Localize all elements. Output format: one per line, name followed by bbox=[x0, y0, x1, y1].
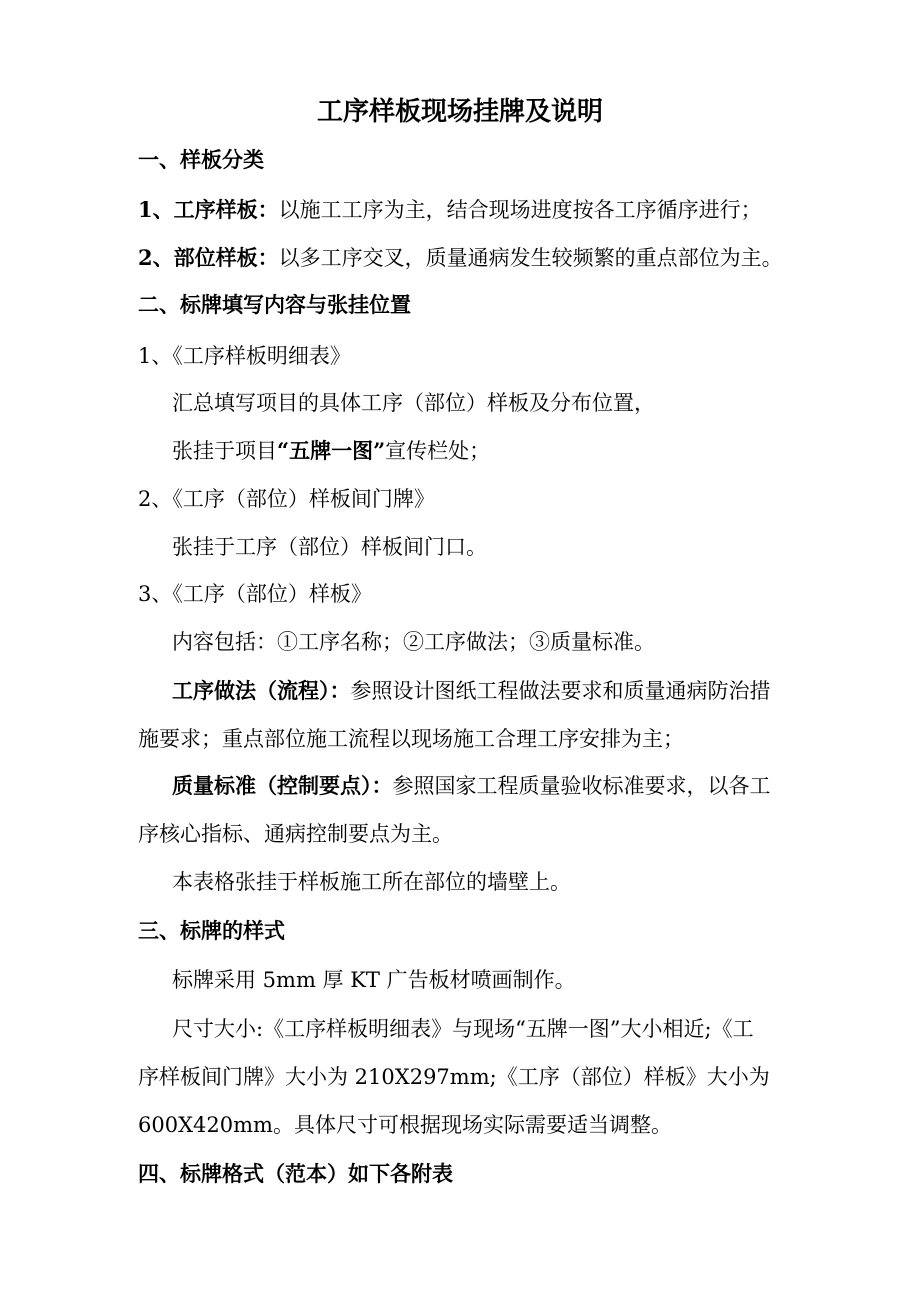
paragraph-text: 600X420mm。具体尺寸可根据现场实际需要适当调整。 bbox=[138, 1113, 672, 1137]
text-fragment: 宣传栏处； bbox=[385, 439, 491, 463]
section-heading-style: 三、标牌的样式 bbox=[138, 918, 285, 943]
quality-text: 参照国家工程质量验收标准要求，以各工 bbox=[392, 774, 771, 798]
text-fragment: 张挂于项目 bbox=[172, 439, 277, 463]
paragraph-text: 本表格张挂于样板施工所在部位的墙壁上。 bbox=[172, 870, 571, 894]
paragraph-text: 张挂于工序（部位）样板间门口。 bbox=[172, 535, 487, 559]
paragraph-title-sample-board: 3、《工序（部位）样板》 bbox=[138, 582, 372, 606]
paragraph-text: 汇总填写项目的具体工序（部位）样板及分布位置， bbox=[172, 391, 655, 415]
item-label: 2、部位样板： bbox=[138, 245, 279, 270]
list-item-part-sample bbox=[138, 244, 783, 272]
paragraph-text bbox=[172, 437, 490, 465]
paragraph-text: 内容包括：①工序名称；②工序做法；③质量标准。 bbox=[172, 630, 655, 654]
section-heading-content-position: 二、标牌填写内容与张挂位置 bbox=[138, 292, 411, 317]
list-item-process-sample bbox=[138, 196, 762, 224]
item-text: 以多工序交叉，质量通病发生较频繁的重点部位为主。 bbox=[278, 246, 783, 270]
section-heading-format: 四、标牌格式（范本）如下各附表 bbox=[138, 1161, 453, 1186]
paragraph-text: 序核心指标、通病控制要点为主。 bbox=[138, 822, 453, 846]
method-text: 参照设计图纸工程做法要求和质量通病防治措 bbox=[350, 679, 771, 703]
quality-label: 质量标准（控制要点）： bbox=[172, 773, 393, 798]
paragraph-text: 尺寸大小:《工序样板明细表》与现场“五牌一图”大小相近;《工 bbox=[172, 1017, 754, 1041]
method-label: 工序做法（流程）： bbox=[172, 678, 351, 703]
paragraph-title-detail-table: 1、《工序样板明细表》 bbox=[138, 344, 351, 368]
section-heading-classification: 一、样板分类 bbox=[138, 147, 264, 172]
paragraph-quality bbox=[172, 772, 771, 800]
emphasis-text: “五牌一图” bbox=[277, 438, 386, 463]
paragraph-text: 标牌采用 5mm 厚 KT 广告板材喷画制作。 bbox=[172, 968, 576, 992]
paragraph-text: 施要求；重点部位施工流程以现场施工合理工序安排为主； bbox=[138, 727, 684, 751]
paragraph-text: 序样板间门牌》大小为 210X297mm;《工序（部位）样板》大小为 bbox=[138, 1065, 770, 1089]
paragraph-title-door-plate: 2、《工序（部位）样板间门牌》 bbox=[138, 487, 435, 511]
paragraph-method bbox=[172, 677, 771, 705]
item-label: 1、工序样板： bbox=[138, 197, 279, 222]
item-text: 以施工工序为主，结合现场进度按各工序循序进行； bbox=[278, 198, 762, 222]
page-title: 工序样板现场挂牌及说明 bbox=[316, 97, 603, 127]
